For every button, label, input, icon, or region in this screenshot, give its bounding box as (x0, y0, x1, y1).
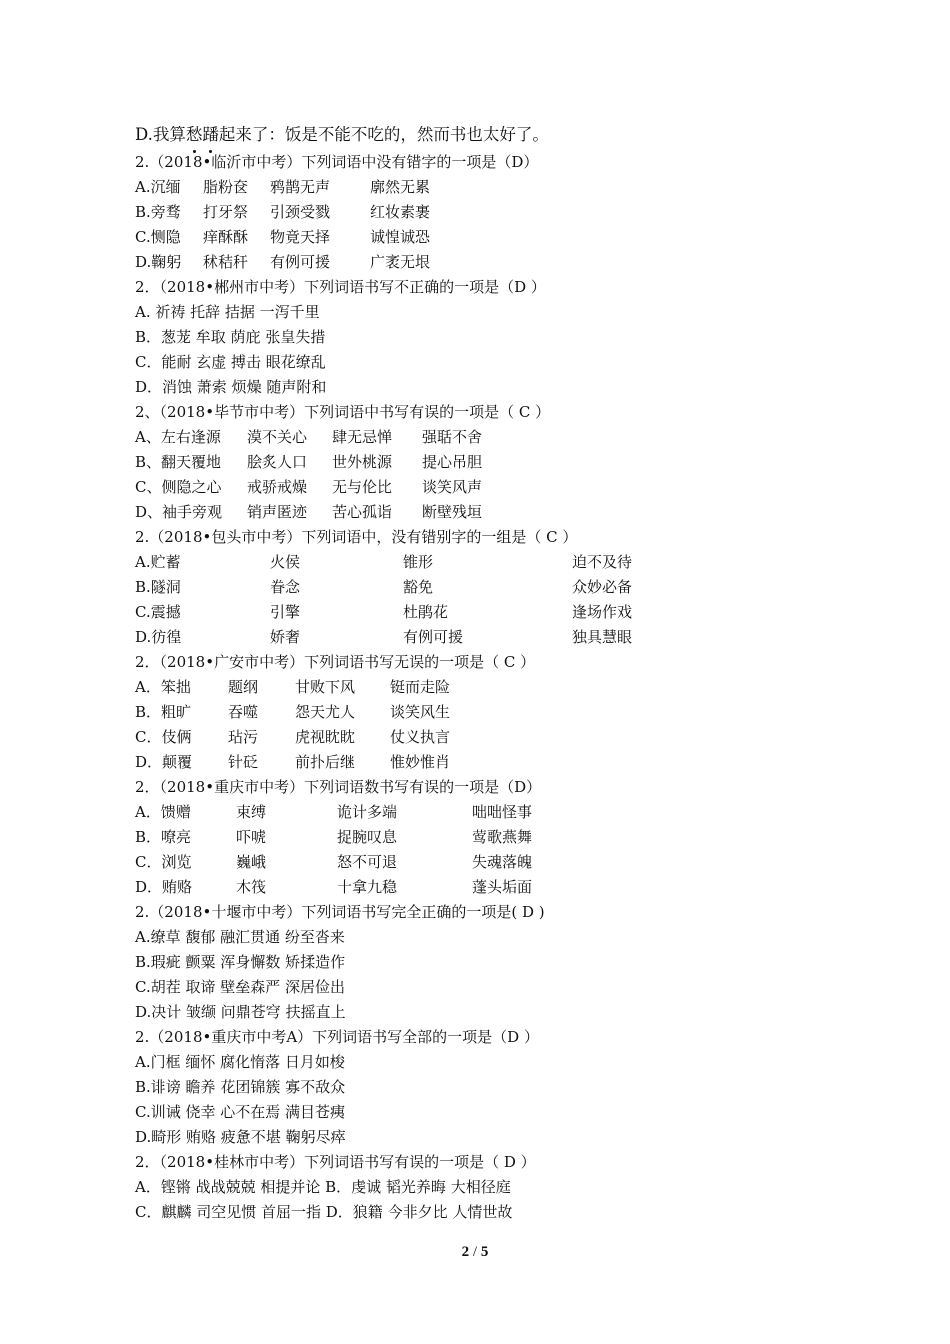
option-term: 吓唬 (236, 828, 267, 846)
question-option (135, 120, 835, 150)
option-term: D．颠覆 (135, 753, 193, 771)
question-options (135, 800, 835, 900)
option-term: 廓然无累 (370, 178, 431, 196)
option-term: 怨天尤人 (295, 703, 356, 721)
option-term: 苦心孤诣 (332, 503, 393, 521)
question-options (135, 550, 835, 650)
option-term: 有例可援 (403, 628, 464, 646)
option-text: 起来了：饭是不能不吃的，然而书也太好了。 (218, 125, 549, 144)
option-term: 诚惶诚恐 (370, 228, 431, 246)
option-term: 娇奢 (270, 628, 301, 646)
option-term: 失魂落魄 (472, 853, 533, 871)
option-term: D.鞠躬 (135, 253, 182, 271)
option-term: 杜鹃花 (403, 603, 449, 621)
option-term: 捉腕叹息 (337, 828, 398, 846)
current-page: 2 (461, 1244, 470, 1260)
document-page (135, 120, 835, 1225)
option-term: 逢场作戏 (572, 603, 633, 621)
option-term: 谈笑风生 (390, 703, 451, 721)
option-term: 谈笑风声 (422, 478, 483, 496)
question-stem: 2.（2018•十堰市中考）下列词语书写完全正确的一项是( D ) (135, 903, 545, 921)
question-option (135, 700, 835, 725)
question-option: A．铿锵 战战兢兢 相提并论 B．虔诚 韬光养晦 大相径庭 (135, 1178, 511, 1196)
question-option: A.门框 缅怀 腐化惰落 日月如梭 (135, 1053, 345, 1071)
question-option (135, 200, 835, 225)
question-option (135, 850, 835, 875)
option-term: 吞噬 (228, 703, 259, 721)
option-term: A、左右逢源 (135, 428, 221, 446)
total-pages: 5 (480, 1244, 489, 1260)
option-term: 痒酥酥 (203, 228, 249, 246)
question-option (135, 425, 835, 450)
option-term: A.贮蓄 (135, 553, 181, 571)
option-term: 无与伦比 (332, 478, 393, 496)
option-term: 仗义执言 (390, 728, 451, 746)
option-term: 秫秸秆 (203, 253, 249, 271)
question-option (135, 225, 835, 250)
question-options (135, 175, 835, 275)
question-option: D.决计 皱缬 问鼎苍穹 扶摇直上 (135, 1003, 346, 1021)
question-option (135, 750, 835, 775)
question-option (135, 625, 835, 650)
option-term: 迫不及待 (572, 553, 633, 571)
option-term: D．贿赂 (135, 878, 193, 896)
question-stem: 2.（2018•重庆市中考A）下列词语书写全部的一项是（D ） (135, 1028, 539, 1046)
option-term: B.旁骛 (135, 203, 181, 221)
question-option: C．麒麟 司空见惯 首屈一指 D．狼籍 今非夕比 人情世故 (135, 1203, 513, 1221)
option-term: 广袤无垠 (370, 253, 431, 271)
question-option: B.诽谤 瞻养 花团锦簇 寡不敌众 (135, 1078, 346, 1096)
option-term: 肆无忌惮 (332, 428, 393, 446)
option-term: 眷念 (270, 578, 301, 596)
option-term: 独具慧眼 (572, 628, 633, 646)
option-term: B、翻天覆地 (135, 453, 222, 471)
option-term: 束缚 (236, 803, 267, 821)
option-term: 针砭 (228, 753, 259, 771)
option-term: 提心吊胆 (422, 453, 483, 471)
question-option (135, 825, 835, 850)
option-term: 题纲 (228, 678, 259, 696)
question-option: C.胡茬 取谛 壁垒森严 深居俭出 (135, 978, 346, 996)
option-term: 销声匿迹 (247, 503, 308, 521)
option-term: 巍峨 (236, 853, 267, 871)
option-term: 诡计多端 (337, 803, 398, 821)
question-option (135, 500, 835, 525)
option-term: B.隧洞 (135, 578, 181, 596)
question-option (135, 875, 835, 900)
option-term: A．笨拙 (135, 678, 191, 696)
option-term: C.震撼 (135, 603, 181, 621)
option-term: 脂粉奁 (203, 178, 249, 196)
question-options (135, 425, 835, 525)
option-term: 众妙必备 (572, 578, 633, 596)
question-option: A.缭草 馥郁 融汇贯通 纷至沓来 (135, 928, 345, 946)
option-term: 惟妙惟肖 (390, 753, 451, 771)
option-term: C.恻隐 (135, 228, 181, 246)
option-term: B．粗旷 (135, 703, 192, 721)
option-term: 铤而走险 (390, 678, 451, 696)
option-term: D.彷徨 (135, 628, 182, 646)
option-term: 玷污 (228, 728, 259, 746)
question-option (135, 675, 835, 700)
question-option: B.瑕疵 颤粟 浑身懈数 矫揉造作 (135, 953, 346, 971)
question-option: A. 祈祷 托辞 拮据 一泻千里 (135, 303, 320, 321)
option-term: 鸦鹊无声 (270, 178, 331, 196)
question-stem: 2、（2018•毕节市中考）下列词语中书写有误的一项是（ C ） (135, 403, 551, 421)
question-stem: 2．（2018•广安市中考）下列词语书写无误的一项是（ C ） (135, 653, 536, 671)
option-term: 锥形 (403, 553, 434, 571)
question-stem: 2．（2018•桂林市中考）下列词语书写有误的一项是（ D ） (135, 1153, 536, 1171)
question-stem: 2．（2018•重庆市中考）下列词语数书写有误的一项是（D） (135, 778, 542, 796)
question-stem: 2.（2018•临沂市中考）下列词语中没有错字的一项是（D） (135, 153, 539, 171)
question-option (135, 800, 835, 825)
option-term: 甘败下风 (295, 678, 356, 696)
question-option: D．消蚀 萧索 烦燥 随声附和 (135, 378, 327, 396)
question-option: C．能耐 玄虚 搏击 眼花缭乱 (135, 353, 326, 371)
option-term: 漠不关心 (247, 428, 308, 446)
option-term: 打牙祭 (203, 203, 249, 221)
question-option (135, 550, 835, 575)
option-term: 怒不可退 (337, 853, 398, 871)
question-stem: 2.（2018•包头市中考）下列词语中，没有错别字的一组是（ C ） (135, 528, 578, 546)
option-term: A.沉缅 (135, 178, 181, 196)
option-term: B．嘹亮 (135, 828, 192, 846)
option-term: D、袖手旁观 (135, 503, 223, 521)
option-term: 前扑后继 (295, 753, 356, 771)
option-term: 咄咄怪事 (472, 803, 533, 821)
option-term: 戒骄戒燥 (247, 478, 308, 496)
question-option: D.畸形 贿赂 疲惫不堪 鞠躬尽瘁 (135, 1128, 346, 1146)
option-term: 引擎 (270, 603, 301, 621)
question-option (135, 175, 835, 200)
option-term: 虎视眈眈 (295, 728, 356, 746)
question-option (135, 250, 835, 275)
option-text: D.我算 (135, 125, 186, 144)
option-term: 豁免 (403, 578, 434, 596)
emphasis-char: 愁 (186, 120, 203, 150)
question-option (135, 450, 835, 475)
option-term: 有例可援 (270, 253, 331, 271)
option-term: 物竟天择 (270, 228, 331, 246)
question-option: B．葱茏 牟取 荫庇 张皇失措 (135, 328, 326, 346)
emphasis-char: 蹯 (202, 120, 219, 150)
option-term: 木筏 (236, 878, 267, 896)
option-term: C．浏览 (135, 853, 192, 871)
option-term: 十拿九稳 (337, 878, 398, 896)
option-term: 莺歌燕舞 (472, 828, 533, 846)
option-term: C、侧隐之心 (135, 478, 222, 496)
question-options (135, 675, 835, 775)
option-term: C．伎俩 (135, 728, 192, 746)
option-term: 断壁残垣 (422, 503, 483, 521)
option-term: 脍炙人口 (247, 453, 308, 471)
option-term: 红妆素裹 (370, 203, 431, 221)
question-option (135, 600, 835, 625)
question-option: C.训诫 侥幸 心不在焉 满目苍痍 (135, 1103, 346, 1121)
option-term: A．馈赠 (135, 803, 191, 821)
question-option (135, 575, 835, 600)
option-term: 蓬头垢面 (472, 878, 533, 896)
question-stem: 2．（2018•郴州市中考）下列词语书写不正确的一项是（D ） (135, 278, 546, 296)
option-term: 引颈受戮 (270, 203, 331, 221)
question-option (135, 725, 835, 750)
option-term: 世外桃源 (332, 453, 393, 471)
question-option (135, 475, 835, 500)
page-number (0, 1244, 950, 1261)
page-separator: / (469, 1244, 481, 1260)
option-term: 火侯 (270, 553, 301, 571)
option-term: 强聒不舍 (422, 428, 483, 446)
